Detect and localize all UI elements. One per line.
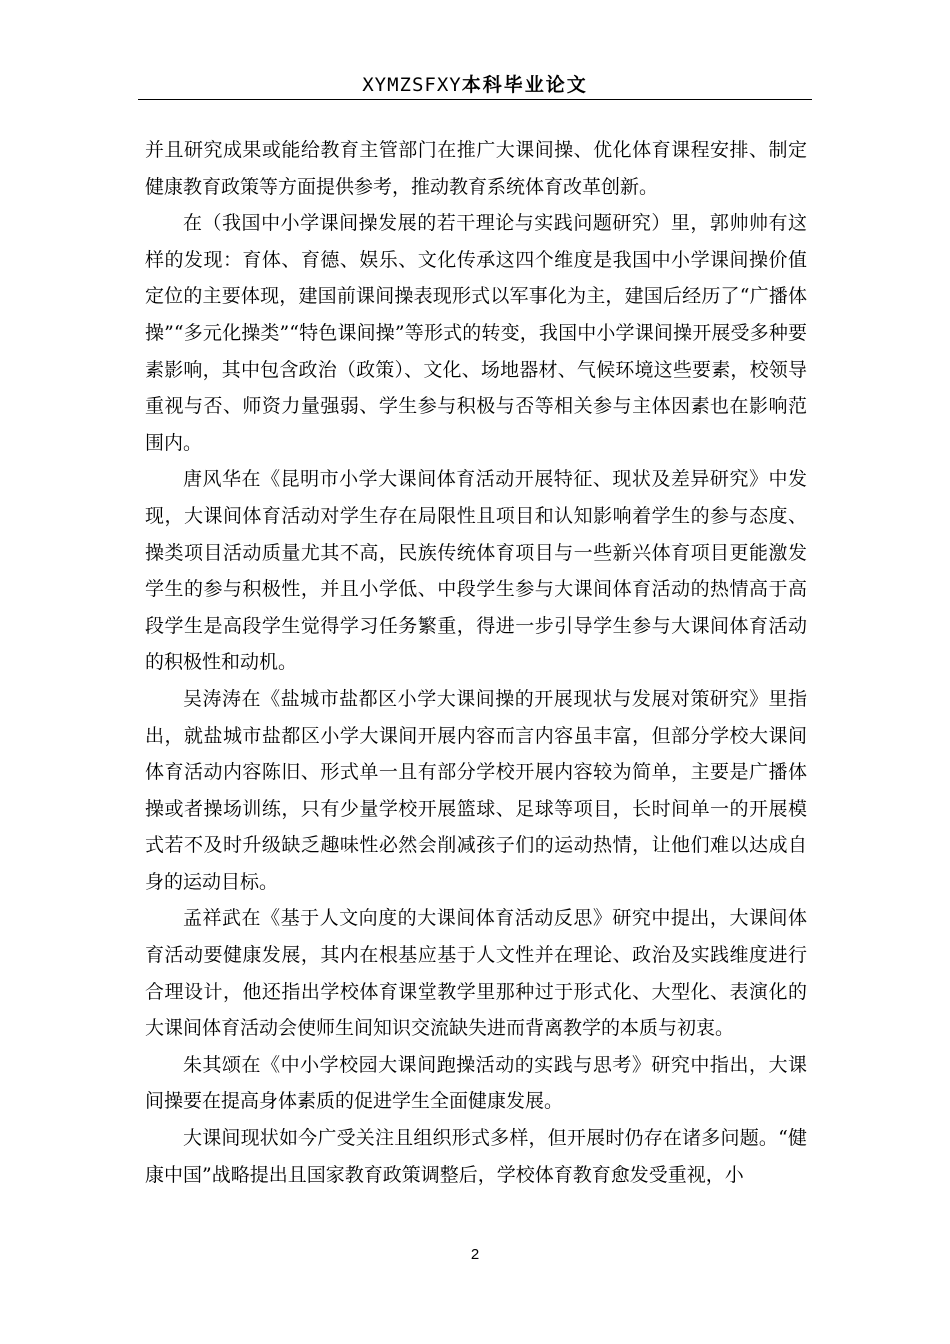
- header-latin: XYMZSFXY: [362, 74, 462, 96]
- paragraph-continued: 并且研究成果或能给教育主管部门在推广大课间操、优化体育课程安排、制定健康教育政策等方面提供参考，推动教育系统体育改革创新。: [145, 139, 807, 198]
- header-rule: [138, 99, 812, 100]
- body-text: [145, 132, 807, 1193]
- paragraph: 唐风华在《昆明市小学大课间体育活动开展特征、现状及差异研究》中发现，大课间体育活动对学生存在局限性且项目和认知影响着学生的参与态度、操类项目活动质量尤其不高，民族传统体育项目与一些新兴体育项目更能激发学生的参与积极性，并且小学低、中段学生参与大课间体育活动的热情高于高段学生是高段学生觉得学习任务繁重，得进一步引导学生参与大课间体育活动的积极性和动机。: [145, 468, 807, 674]
- paragraph: 吴涛涛在《盐城市盐都区小学大课间操的开展现状与发展对策研究》里指出，就盐城市盐都区小学大课间开展内容而言内容虽丰富，但部分学校大课间体育活动内容陈旧、形式单一且有部分学校开展内容较为简单，主要是广播体操或者操场训练，只有少量学校开展篮球、足球等项目，长时间单一的开展模式若不及时升级缺乏趣味性必然会削减孩子们的运动热情，让他们难以达成自身的运动目标。: [145, 687, 807, 893]
- paragraph: 朱其颂在《中小学校园大课间跑操活动的实践与思考》研究中指出，大课间操要在提高身体素质的促进学生全面健康发展。: [145, 1053, 807, 1113]
- paragraph: 大课间现状如今广受关注且组织形式多样，但开展时仍存在诸多问题。“健康中国”战略提出且国家教育政策调整后，学校体育教育愈发受重视，小: [145, 1127, 807, 1186]
- paragraph: 在（我国中小学课间操发展的若干理论与实践问题研究）里，郭帅帅有这样的发现：育体、育德、娱乐、文化传承这四个维度是我国中小学课间操价值定位的主要体现，建国前课间操表现形式以军事化为主，建国后经历了“广播体操”“多元化操类”“特色课间操”等形式的转变，我国中小学课间操开展受多种要素影响，其中包含政治（政策）、文化、场地器材、气候环境这些要素，校领导重视与否、师资力量强弱、学生参与积极与否等相关参与主体因素也在影响范围内。: [145, 212, 807, 454]
- header-chinese: 本科毕业论文: [461, 74, 588, 96]
- page-number: 2: [470, 1246, 480, 1263]
- paragraph: 孟祥武在《基于人文向度的大课间体育活动反思》研究中提出，大课间体育活动要健康发展，其内在根基应基于人文性并在理论、政治及实践维度进行合理设计，他还指出学校体育课堂教学里那种过于形式化、大型化、表演化的大课间体育活动会使师生间知识交流缺失进而背离教学的本质与初衷。: [145, 907, 807, 1040]
- running-header: [138, 72, 812, 98]
